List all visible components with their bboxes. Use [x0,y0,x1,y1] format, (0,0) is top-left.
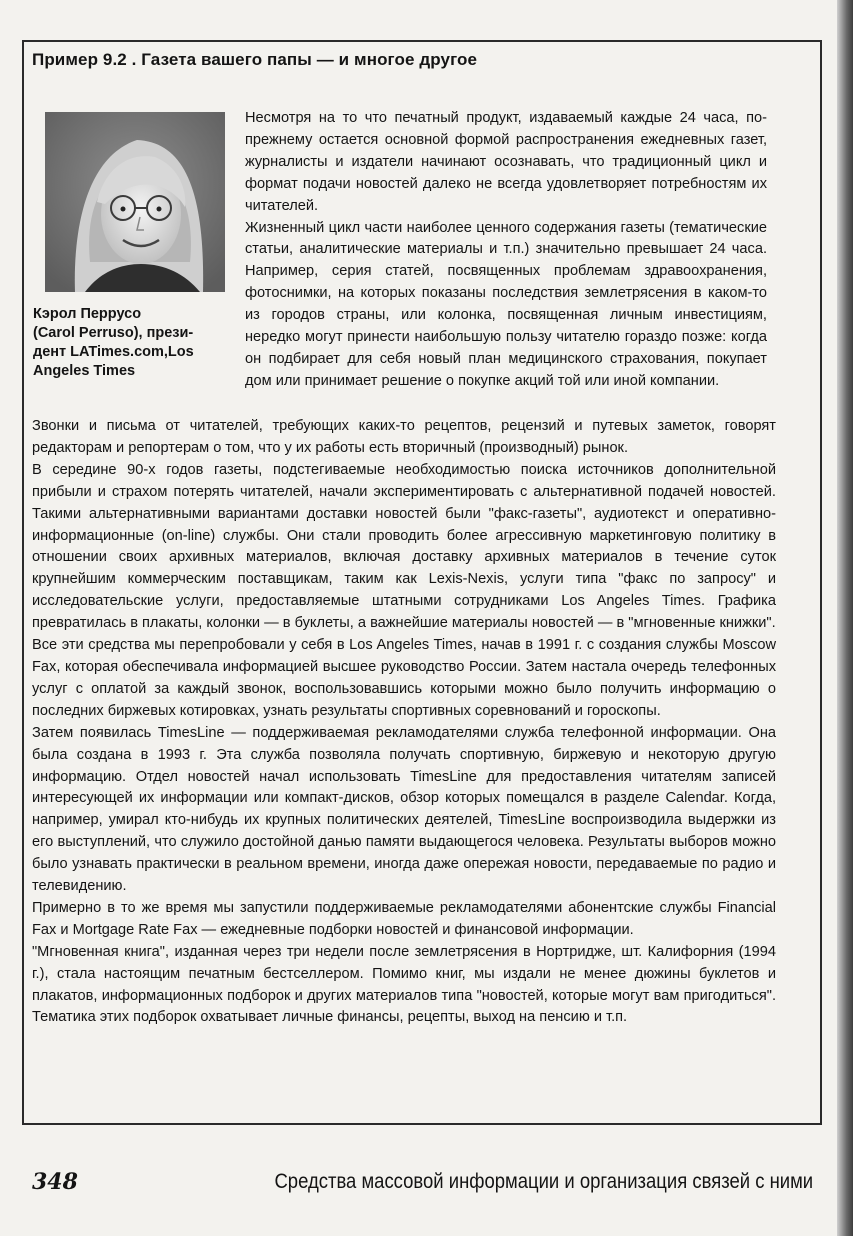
side-column-text [245,108,767,393]
portrait-photo [45,112,225,292]
caption-line: дент LATimes.com,Los [33,344,194,360]
page-number: 348 [32,1169,78,1195]
caption-line: Кэрол Перрусо [33,306,142,322]
paragraph: Затем появилась TimesLine — поддерживаемая рекламодателями служба телефонной информации. Она была создана в 1993 г. Эта служба позволяла получать спортивную, биржевую и некоторую другую информацию. Отдел новостей начал использовать TimesLine для предоставления читателям записей интересующей их информации или компакт-дисков, обзор которых помещался в разделе Calendar. Когда, например, умирал кто-нибудь их крупных политических деятелей, TimesLine воспроизводила выдержки из его выступлений, что служило достойной данью памяти выдающегося человека. Результаты выборов можно было узнавать практически в реальном времени, иногда даже опережая новости, передаваемые по радио и телевидению. [32,724,776,895]
paragraph: Звонки и письма от читателей, требующих каких-то рецептов, рецензий и путевых заметок, говорят редакторам и репортерам о том, что у их работы есть вторичный (производный) рынок. [32,418,776,456]
main-column-text [32,416,776,1029]
paragraph: Жизненный цикл части наиболее ценного содержания газеты (тематические статьи, аналитические материалы и т.п.) значительно превышает 24 часа. Например, серия статей, посвященных проблемам здравоохранения, фотоснимки, на которых показаны последствия землетрясения в каком-то из городов страны, или колонка, посвященная личным инвестициям, нередко могут принести наибольшую пользу читателю гораздо позже: когда он подбирает для себя новый план медицинского страхования, покупает дом или принимает решение о покупке акций той или иной компании. [245,219,767,389]
paragraph: "Мгновенная книга", изданная через три недели после землетрясения в Нортридже, шт. Калифорния (1994 г.), стала настоящим печатным бестселлером. Помимо книг, мы издали не менее дюжины буклетов и плакатов, информационных подборок и других материалов типа "новостей, которые могут вам пригодиться". Тематика этих подборок охватывает личные финансы, рецепты, выход на пенсию и т.п. [32,943,776,1026]
portrait-image [45,112,225,292]
paragraph: Все эти средства мы перепробовали у себя в Los Angeles Times, начав в 1991 г. с создания службы Moscow Fax, которая обеспечивала информацией высшее руководство России. Затем настала очередь телефонных услуг с оплатой за каждый звонок, воспользовавшись которыми можно было получить информацию о последних биржевых котировках, узнать результаты спортивных соревнований и гороскопы. [32,637,776,719]
photo-caption [33,305,223,381]
running-title: Средства массовой информации и организация связей с ними [274,1170,813,1193]
example-title: Пример 9.2 . Газета вашего папы — и многое другое [32,50,478,69]
caption-line: (Carol Perruso), прези- [33,325,194,341]
page-edge-shadow [837,0,853,1236]
caption-line: Angeles Times [33,363,136,379]
paragraph: Несмотря на то что печатный продукт, издаваемый каждые 24 часа, по-прежнему остается основной формой распространения ежедневных газет, журналисты и издатели начинают осознавать, что традиционный цикл и формат подачи новостей далеко не всегда удовлетворяет потребностям их читателей. [245,110,767,214]
paragraph: В середине 90-х годов газеты, подстегиваемые необходимостью поиска источников дополнительной прибыли и страхом потерять читателей, начали экспериментировать с альтернативной подачей новостей. Такими альтернативными вариантами доставки новостей были "факс-газеты", аудиотекст и оперативно-информационные (on-line) службы. Они стали проводить более агрессивную маркетинговую политику в отношении своих архивных материалов, включая доставку архивных материалов в течение суток крупнейшим коммерческим поставщикам, таким как Lexis-Nexis, услуги типа "факс по запросу" и исследовательские услуги, предоставляемые штатными сотрудниками Los Angeles Times. Графика превратилась в плакаты, колонки — в буклеты, а важнейшие материалы новостей — в "мгновенные книжки". [32,461,776,632]
paragraph: Примерно в то же время мы запустили поддерживаемые рекламодателями абонентские службы Financial Fax и Mortgage Rate Fax — ежедневные подборки новостей и финансовой информации. [32,899,776,938]
